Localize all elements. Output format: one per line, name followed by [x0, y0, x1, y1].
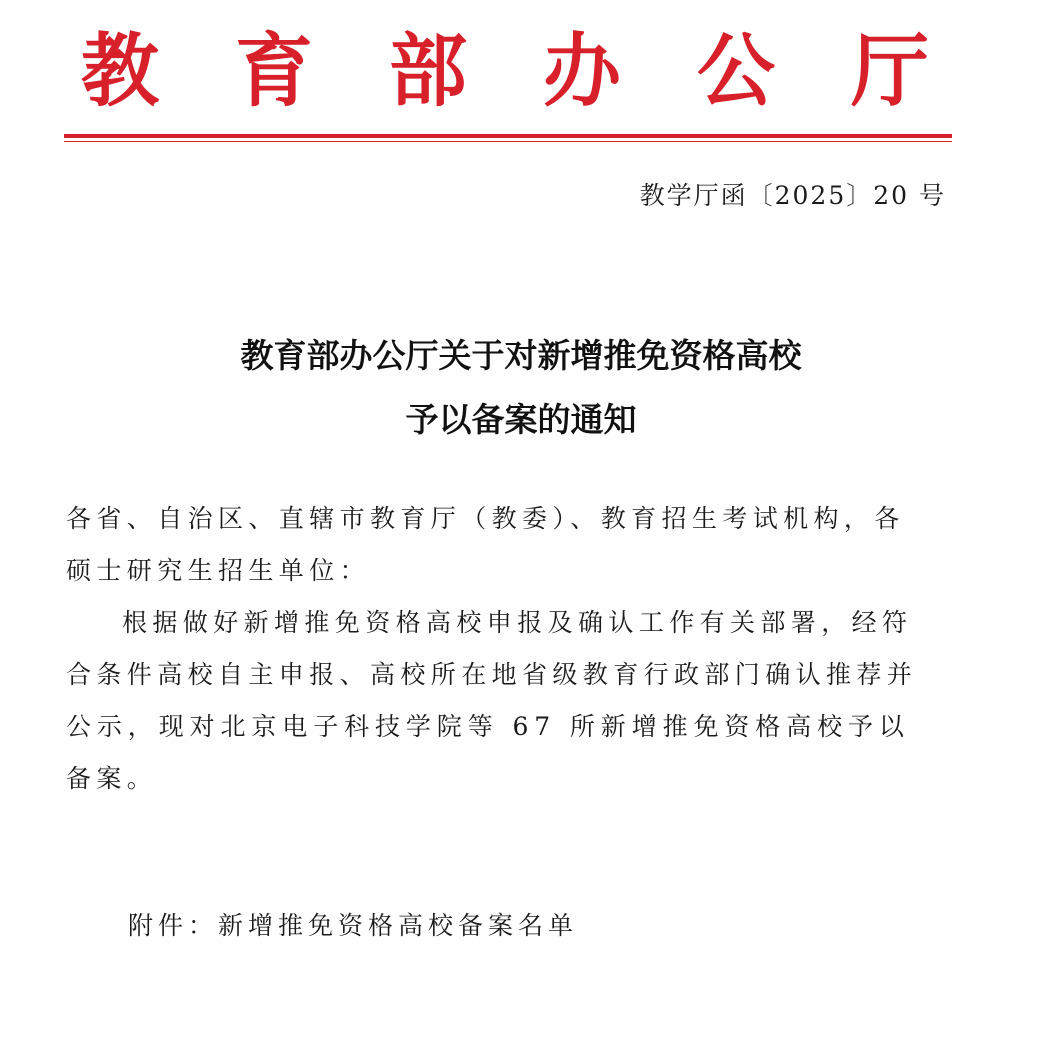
masthead-char: 公 [696, 25, 775, 118]
document-body [66, 493, 956, 805]
masthead-char: 办 [542, 25, 621, 118]
masthead-char: 育 [234, 25, 313, 118]
red-separator-thin [64, 141, 952, 142]
paragraph-line-2: 合条件高校自主申报、高校所在地省级教育行政部门确认推荐并 [66, 660, 918, 689]
masthead-char: 教 [80, 25, 159, 118]
title-line-2: 予以备案的通知 [405, 400, 637, 439]
masthead-title [60, 24, 950, 120]
title-line-1: 教育部办公厅关于对新增推免资格高校 [240, 336, 802, 375]
document-number: 教学厅函〔2025〕20 号 [639, 181, 946, 210]
paragraph-line-4: 备案。 [66, 764, 158, 793]
masthead-char: 厅 [850, 25, 929, 118]
salutation-line-1: 各省、自治区、直辖市教育厅（教委）、教育招生考试机构，各 [66, 504, 905, 533]
attachment-line: 附件：新增推免资格高校备案名单 [128, 911, 579, 940]
salutation-line-2: 硕士研究生招生单位： [66, 556, 371, 585]
paragraph-line-3: 公示，现对北京电子科技学院等 67 所新增推免资格高校予以 [66, 712, 910, 741]
paragraph-line-1: 根据做好新增推免资格高校申报及确认工作有关部署，经符 [122, 608, 913, 637]
red-separator-thick [64, 134, 952, 138]
document-title [0, 324, 1042, 452]
masthead-char: 部 [388, 25, 467, 118]
